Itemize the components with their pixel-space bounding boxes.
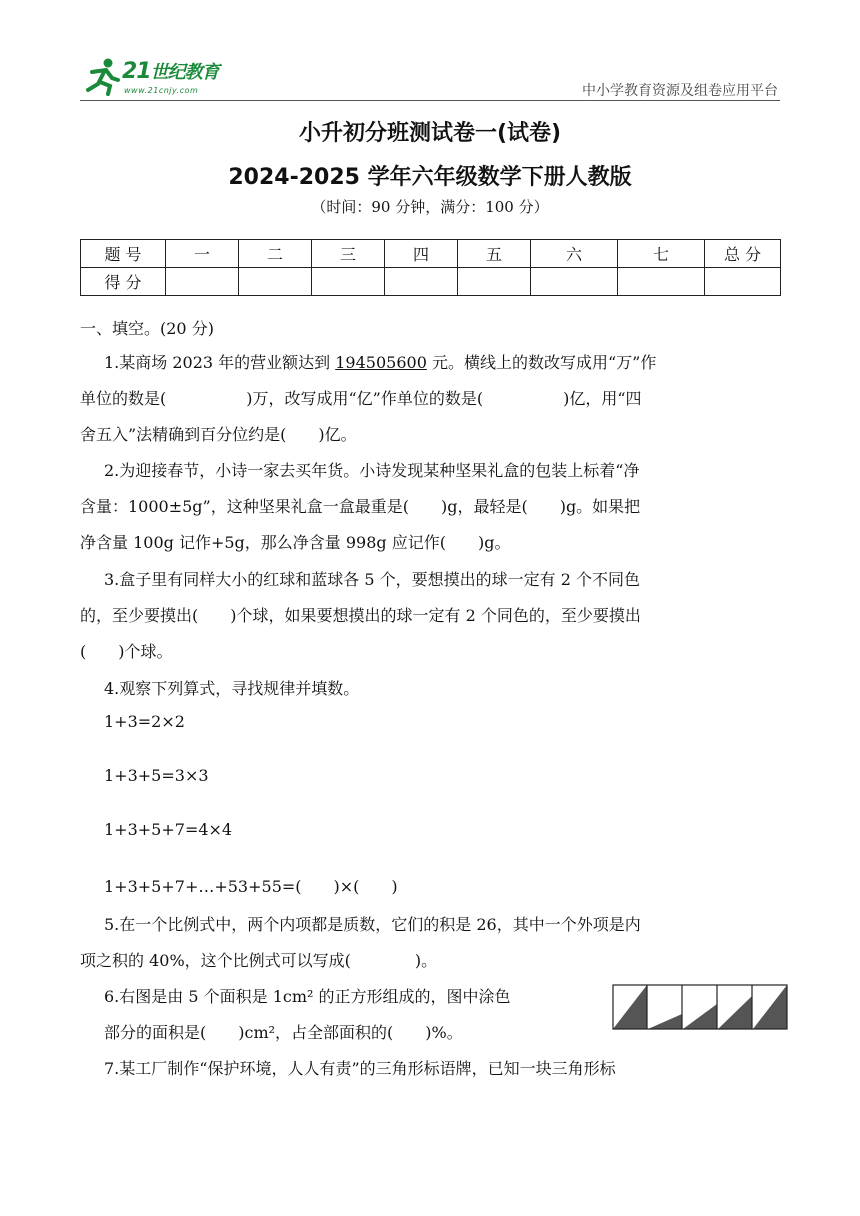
score-input-cell[interactable] — [458, 268, 531, 296]
score-input-cell[interactable] — [385, 268, 458, 296]
shaded-triangle — [648, 1014, 682, 1029]
question-1-line: 1.某商场 2023 年的营业额达到 194505600 元。横线上的数改写成用“万”作 — [104, 353, 657, 372]
section-heading: 一、填空。(20 分) — [80, 319, 214, 338]
table-row — [81, 268, 781, 296]
question-3-line: 3.盒子里有同样大小的红球和蓝球各 5 个，要想摸出的球一定有 2 个不同色 — [104, 570, 640, 589]
shaded-triangle — [753, 985, 787, 1029]
shaded-triangle — [718, 996, 752, 1029]
question-5-line: 5.在一个比例式中，两个内项都是质数，它们的积是 26，其中一个外项是内 — [104, 915, 641, 934]
table-cell: 二 — [239, 240, 312, 268]
question-2-line: 2.为迎接春节，小诗一家去买年货。小诗发现某种坚果礼盒的包装上标着“净 — [104, 461, 640, 480]
question-1-line: 舍五入”法精确到百分位约是( )亿。 — [80, 425, 357, 444]
equation: 1+3=2×2 — [104, 712, 185, 731]
shaded-triangles — [613, 985, 787, 1029]
table-cell: 七 — [618, 240, 705, 268]
equation: 1+3+5+7=4×4 — [104, 820, 233, 839]
table-cell: 六 — [531, 240, 618, 268]
question-5-line: 项之积的 40%，这个比例式可以写成( )。 — [80, 951, 438, 970]
header-divider — [80, 100, 780, 101]
question-1-line: 单位的数是( )万，改写成用“亿”作单位的数是( )亿，用“四 — [80, 389, 642, 408]
question-3-line: 的，至少要摸出( )个球，如果要想摸出的球一定有 2 个同色的，至少要摸出 — [80, 606, 641, 625]
logo — [84, 56, 244, 100]
score-table — [80, 239, 781, 296]
table-cell: 三 — [312, 240, 385, 268]
table-cell: 五 — [458, 240, 531, 268]
question-2-line: 净含量 100g 记作+5g，那么净含量 998g 应记作( )g。 — [80, 533, 511, 552]
question-3-line: ( )个球。 — [80, 642, 173, 661]
equation: 1+3+5+7+…+53+55=( )×( ) — [104, 877, 398, 896]
score-input-cell[interactable] — [166, 268, 239, 296]
question-2-line: 含量：1000±5g”，这种坚果礼盒一盒最重是( )g，最轻是( )g。如果把 — [80, 497, 641, 516]
time-and-score: （时间：90 分钟，满分：100 分） — [311, 198, 549, 216]
question-7-line: 7.某工厂制作“保护环境，人人有责”的三角形标语牌，已知一块三角形标 — [104, 1059, 616, 1078]
score-input-cell[interactable] — [705, 268, 781, 296]
question-6-line: 部分的面积是( )cm²，占全部面积的( )%。 — [104, 1023, 463, 1042]
paper-subtitle: 2024-2025 学年六年级数学下册人教版 — [228, 165, 632, 190]
shaded-squares-figure — [612, 984, 788, 1030]
underlined-number: 194505600 — [335, 353, 427, 372]
platform-name: 中小学教育资源及组卷应用平台 — [582, 83, 778, 99]
logo-url: www.21cnjy.com — [124, 86, 199, 95]
score-input-cell[interactable] — [312, 268, 385, 296]
table-cell: 四 — [385, 240, 458, 268]
table-cell: 题 号 — [81, 240, 166, 268]
equation: 1+3+5=3×3 — [104, 766, 209, 785]
table-cell: 总 分 — [705, 240, 781, 268]
shaded-triangle — [613, 985, 647, 1029]
table-cell: 得 分 — [81, 268, 166, 296]
logo-text: 21世纪教育 — [122, 59, 219, 84]
table-cell: 一 — [166, 240, 239, 268]
score-input-cell[interactable] — [618, 268, 705, 296]
runner-logo-icon — [84, 56, 122, 96]
paper-title: 小升初分班测试卷一(试卷) — [298, 121, 562, 146]
table-row — [81, 240, 781, 268]
score-input-cell[interactable] — [531, 268, 618, 296]
score-input-cell[interactable] — [239, 268, 312, 296]
question-6-line: 6.右图是由 5 个面积是 1cm² 的正方形组成的，图中涂色 — [104, 987, 511, 1006]
question-4-line: 4.观察下列算式，寻找规律并填数。 — [104, 679, 360, 698]
shaded-triangle — [683, 1004, 717, 1029]
